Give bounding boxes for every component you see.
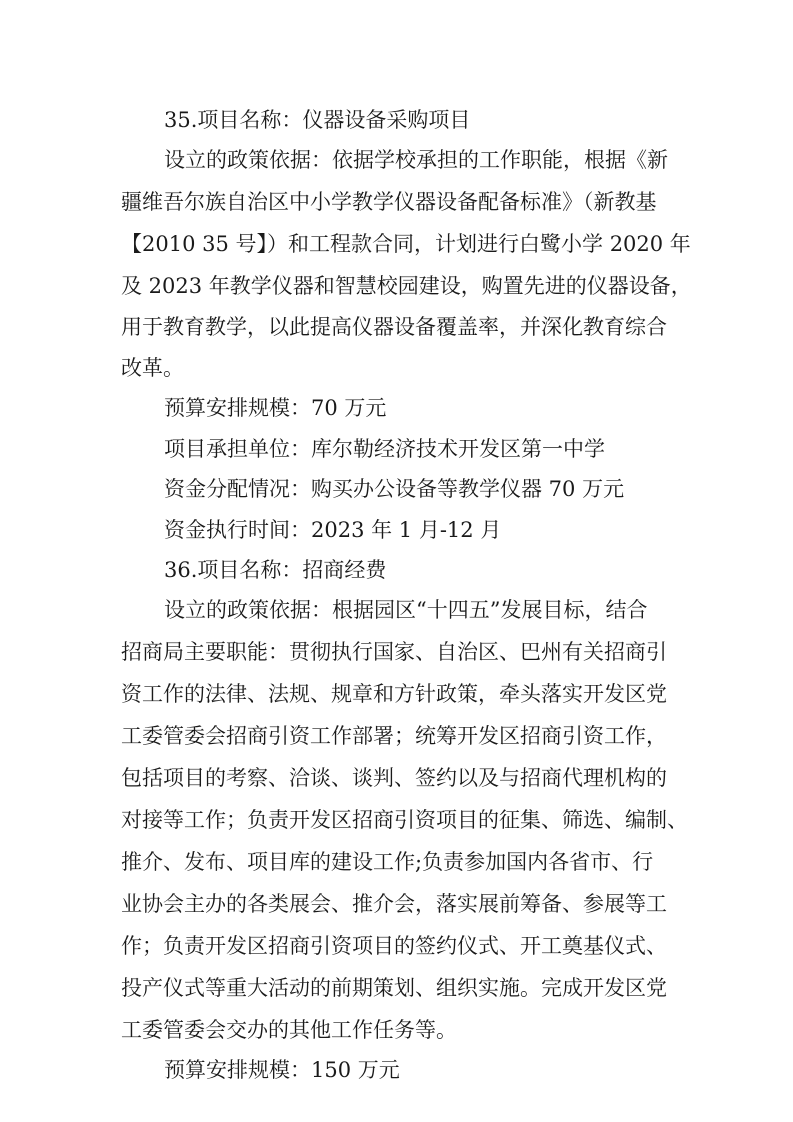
item36-basis-line-6: 对接等工作；负责开发区招商引资项目的征集、筛选、编制、 [121, 808, 688, 832]
item36-basis-line-4: 工委管委会招商引资工作部署；统筹开发区招商引资工作， [121, 724, 667, 748]
item36-basis-line-5: 包括项目的考察、洽谈、谈判、签约以及与招商代理机构的 [121, 766, 667, 790]
item36-budget: 预算安排规模：150 万元 [164, 1058, 400, 1082]
item35-unit: 项目承担单位：库尔勒经济技术开发区第一中学 [164, 437, 605, 461]
item36-basis-line-2: 招商局主要职能：贯彻执行国家、自治区、巴州有关招商引 [121, 640, 667, 664]
item35-period: 资金执行时间：2023 年 1 月-12 月 [164, 518, 502, 542]
item35-basis-line-5: 用于教育教学，以此提高仪器设备覆盖率，并深化教育综合 [121, 315, 667, 339]
item35-budget: 预算安排规模：70 万元 [164, 396, 387, 420]
item35-allocation: 资金分配情况：购买办公设备等教学仪器 70 万元 [164, 477, 625, 501]
item36-basis-line-9: 作；负责开发区招商引资项目的签约仪式、开工奠基仪式、 [121, 934, 667, 958]
item36-basis-line-8: 业协会主办的各类展会、推介会，落实展前筹备、参展等工 [121, 892, 667, 916]
item36-basis-line-1: 设立的政策依据：根据园区“十四五”发展目标，结合 [164, 598, 648, 622]
item36-basis-line-7: 推介、发布、项目库的建设工作;负责参加国内各省市、行 [121, 850, 654, 874]
item36-basis-line-11: 工委管委会交办的其他工作任务等。 [121, 1018, 457, 1042]
item35-heading: 35.项目名称：仪器设备采购项目 [164, 108, 471, 132]
item36-heading: 36.项目名称：招商经费 [164, 558, 387, 582]
item35-basis-line-2: 疆维吾尔族自治区中小学教学仪器设备配备标准》（新教基 [121, 190, 657, 214]
item35-basis-line-3: 【2010 35 号】）和工程款合同，计划进行白鹭小学 2020 年 [121, 232, 691, 256]
item36-basis-line-3: 资工作的法律、法规、规章和方针政策，牵头落实开发区党 [121, 682, 667, 706]
item35-basis-line-6: 改革。 [121, 356, 184, 380]
item35-basis-line-4: 及 2023 年教学仪器和智慧校园建设，购置先进的仪器设备， [121, 274, 692, 298]
item35-basis-line-1: 设立的政策依据：依据学校承担的工作职能，根据《新 [164, 148, 668, 172]
item36-basis-line-10: 投产仪式等重大活动的前期策划、组织实施。完成开发区党 [121, 976, 667, 1000]
